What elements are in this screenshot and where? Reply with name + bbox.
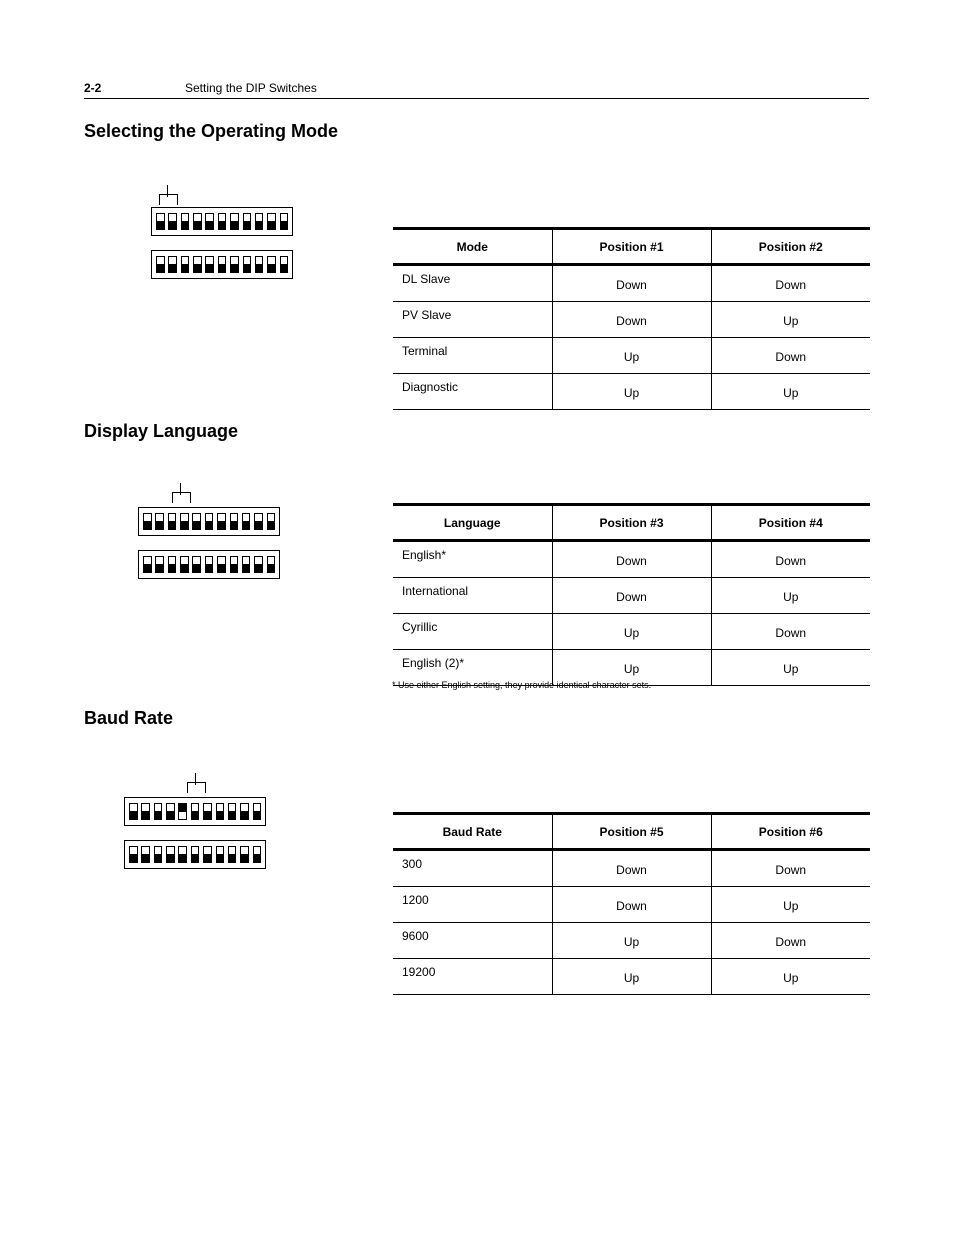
table-row <box>393 541 870 578</box>
switch-bracket <box>159 194 178 205</box>
row-label-cell: 300 <box>393 850 552 887</box>
dip-switch-down <box>242 513 251 530</box>
position-value-cell: Down <box>552 541 711 578</box>
dip-switch-down <box>205 213 214 230</box>
dip-switch-down <box>230 556 239 573</box>
row-label-cell: 1200 <box>393 887 552 923</box>
position-value-cell: Down <box>711 614 870 650</box>
dip-bank-upper <box>151 207 293 236</box>
dip-switch-down <box>254 513 263 530</box>
dip-switch-down <box>267 213 276 230</box>
position-value-cell: Up <box>711 650 870 686</box>
row-label-cell: International <box>393 578 552 614</box>
dip-switch-down <box>205 513 214 530</box>
column-header: Position #1 <box>552 229 711 265</box>
language-footnote: * Use either English setting, they provide identical character sets. <box>392 680 652 690</box>
dip-bank-lower <box>151 250 293 279</box>
dip-switch-up <box>178 803 187 820</box>
dip-switch-down <box>141 846 150 863</box>
dip-switch-down <box>192 556 201 573</box>
dip-switch-down <box>143 513 152 530</box>
row-label-cell: Diagnostic <box>393 374 552 410</box>
dip-switch-down <box>180 556 189 573</box>
dip-switch-down <box>267 256 276 273</box>
operating-mode-table <box>393 227 870 410</box>
dip-bank-upper <box>138 507 280 536</box>
dip-switch-down <box>203 846 212 863</box>
switch-bracket <box>172 492 191 503</box>
row-label-cell: 19200 <box>393 959 552 995</box>
dip-switch-down <box>156 213 165 230</box>
position-value-cell: Up <box>552 959 711 995</box>
position-value-cell: Down <box>711 265 870 302</box>
baud-rate-table <box>393 812 870 995</box>
dip-bank-lower <box>138 550 280 579</box>
column-header: Position #5 <box>552 814 711 850</box>
dip-switch-down <box>242 556 251 573</box>
dip-switch-down <box>230 213 239 230</box>
position-value-cell: Up <box>552 650 711 686</box>
row-label-cell: DL Slave <box>393 265 552 302</box>
dip-switch-down <box>243 213 252 230</box>
dip-switch-down <box>180 513 189 530</box>
page-header <box>84 80 869 99</box>
column-header: Position #2 <box>711 229 870 265</box>
dip-switch-down <box>155 556 164 573</box>
dip-switch-down <box>181 256 190 273</box>
position-value-cell: Up <box>711 887 870 923</box>
dip-switch-down <box>181 213 190 230</box>
dip-switch-down <box>255 213 264 230</box>
column-header: Language <box>393 505 552 541</box>
dip-switch-down <box>168 213 177 230</box>
position-value-cell: Up <box>552 923 711 959</box>
dip-switch-down <box>203 803 212 820</box>
dip-switch-down <box>143 556 152 573</box>
position-value-cell: Down <box>552 850 711 887</box>
position-value-cell: Up <box>552 614 711 650</box>
dip-switch-down <box>156 256 165 273</box>
dip-switch-down <box>228 846 237 863</box>
dip-switch-down <box>230 256 239 273</box>
section-title-display-language: Display Language <box>84 421 239 441</box>
dip-switch-down <box>217 513 226 530</box>
dip-switch-down <box>243 256 252 273</box>
dip-switch-down <box>267 556 276 573</box>
dip-switch-down <box>168 513 177 530</box>
dip-switch-down <box>280 256 289 273</box>
table-row <box>393 578 870 614</box>
dip-switch-down <box>216 803 225 820</box>
dip-switch-down <box>218 213 227 230</box>
table-header-row <box>393 505 870 541</box>
dip-switch-down <box>255 256 264 273</box>
section-title-baud-rate: Baud Rate <box>84 708 174 728</box>
position-value-cell: Down <box>711 850 870 887</box>
dip-switch-down <box>154 846 163 863</box>
dip-switch-down <box>129 846 138 863</box>
table-row <box>393 614 870 650</box>
dip-switch-down <box>191 846 200 863</box>
table-row <box>393 959 870 995</box>
dip-switch-down <box>240 803 249 820</box>
dip-switch-down <box>253 803 262 820</box>
table-row <box>393 374 870 410</box>
display-language-table <box>393 503 870 686</box>
row-label-cell: PV Slave <box>393 302 552 338</box>
dip-switch-down <box>192 513 201 530</box>
position-value-cell: Up <box>552 374 711 410</box>
dip-switch-down <box>193 256 202 273</box>
table-row <box>393 338 870 374</box>
column-header: Position #4 <box>711 505 870 541</box>
row-label-cell: English* <box>393 541 552 578</box>
position-value-cell: Down <box>711 541 870 578</box>
table-header-row <box>393 814 870 850</box>
running-header-title: Setting the DIP Switches <box>185 81 317 95</box>
dip-switch-down <box>254 556 263 573</box>
dip-switch-down <box>166 803 175 820</box>
row-label-cell: 9600 <box>393 923 552 959</box>
row-label-cell: Terminal <box>393 338 552 374</box>
row-label-cell: English (2)* <box>393 650 552 686</box>
dip-switch-down <box>217 556 226 573</box>
position-value-cell: Up <box>711 302 870 338</box>
dip-switch-down <box>267 513 276 530</box>
dip-switch-down <box>168 256 177 273</box>
table-row <box>393 302 870 338</box>
dip-switch-down <box>154 803 163 820</box>
section-title-operating-mode: Selecting the Operating Mode <box>84 121 339 141</box>
table-row <box>393 887 870 923</box>
dip-switch-down <box>205 556 214 573</box>
dip-switch-down <box>141 803 150 820</box>
table-header-row <box>393 229 870 265</box>
dip-switch-down <box>218 256 227 273</box>
dip-switch-down <box>253 846 262 863</box>
dip-switch-down <box>280 213 289 230</box>
dip-switch-down <box>240 846 249 863</box>
page-number: 2-2 <box>84 81 102 95</box>
switch-bracket <box>187 782 206 793</box>
dip-switch-down <box>228 803 237 820</box>
column-header: Position #6 <box>711 814 870 850</box>
column-header: Mode <box>393 229 552 265</box>
position-value-cell: Up <box>711 578 870 614</box>
position-value-cell: Down <box>552 887 711 923</box>
row-label-cell: Cyrillic <box>393 614 552 650</box>
position-value-cell: Down <box>552 302 711 338</box>
position-value-cell: Up <box>711 374 870 410</box>
table-row <box>393 850 870 887</box>
position-value-cell: Down <box>711 338 870 374</box>
position-value-cell: Up <box>711 959 870 995</box>
dip-switch-down <box>205 256 214 273</box>
dip-switch-down <box>155 513 164 530</box>
dip-switch-down <box>230 513 239 530</box>
dip-bank-lower <box>124 840 266 869</box>
position-value-cell: Down <box>552 578 711 614</box>
dip-switch-down <box>168 556 177 573</box>
table-row <box>393 923 870 959</box>
position-value-cell: Up <box>552 338 711 374</box>
dip-switch-down <box>129 803 138 820</box>
position-value-cell: Down <box>711 923 870 959</box>
column-header: Position #3 <box>552 505 711 541</box>
dip-switch-down <box>178 846 187 863</box>
dip-switch-down <box>193 213 202 230</box>
dip-switch-down <box>166 846 175 863</box>
position-value-cell: Down <box>552 265 711 302</box>
dip-switch-down <box>216 846 225 863</box>
dip-bank-upper <box>124 797 266 826</box>
column-header: Baud Rate <box>393 814 552 850</box>
table-row <box>393 265 870 302</box>
dip-switch-down <box>191 803 200 820</box>
